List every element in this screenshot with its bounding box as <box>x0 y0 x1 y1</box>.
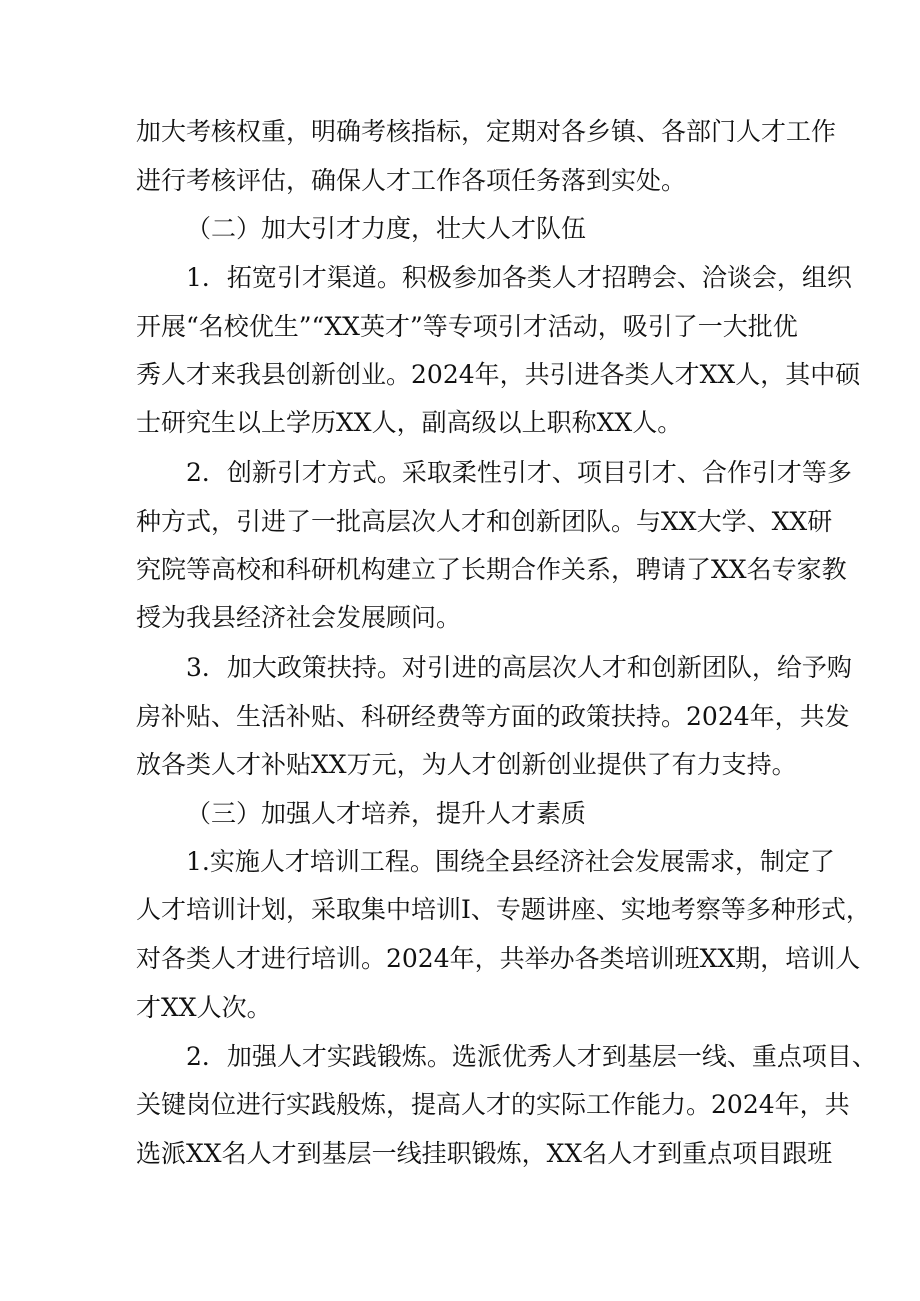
section-heading: （三）加强人才培养，提升人才素质 <box>186 799 587 828</box>
text-line: 加大考核权重，明确考核指标，定期对各乡镇、各部门人才工作 <box>136 117 837 146</box>
text-line: 种方式，引进了一批高层次人才和创新团队。与XX大学、XX研 <box>136 507 833 536</box>
text-line: 3．加大政策扶持。对引进的高层次人才和创新团队，给予购 <box>186 653 852 682</box>
text-line: 才XX人次。 <box>136 993 272 1022</box>
text-line: 1.实施人才培训工程。围绕全县经济社会发展需求，制定了 <box>186 847 835 876</box>
text-line: 2．创新引才方式。采取柔性引才、项目引才、合作引才等多 <box>186 458 852 487</box>
text-line: 开展“名校优生”“XX英才”等专项引才活动，吸引了一大批优 <box>136 312 798 341</box>
text-line: 进行考核评估，确保人才工作各项任务落到实处。 <box>136 166 687 195</box>
text-line: 放各类人才补贴XX万元，为人才创新创业提供了有力支持。 <box>136 750 797 779</box>
text-line: 1．拓宽引才渠道。积极参加各类人才招聘会、洽谈会，组织 <box>186 263 852 292</box>
text-line: 授为我县经济社会发展顾问。 <box>136 603 462 632</box>
text-line: 关键岗位进行实践般炼，提高人才的实际工作能力。2024年，共 <box>136 1090 850 1119</box>
text-line: 2．加强人才实践锻炼。选派优秀人才到基层一线、重点项目、 <box>186 1042 877 1071</box>
text-line: 究院等高校和科研机构建立了长期合作关系，聘请了XX名专家教 <box>136 555 847 584</box>
text-line: 士研究生以上学历XX人，副高级以上职称XX人。 <box>136 408 683 437</box>
text-line: 人才培训计划，采取集中培训I、专题讲座、实地考察等多种形式， <box>136 895 871 924</box>
text-line: 房补贴、生活补贴、科研经费等方面的政策扶持。2024年，共发 <box>136 702 850 731</box>
text-line: 选派XX名人才到基层一线挂职锻炼，XX名人才到重点项目跟班 <box>136 1139 833 1168</box>
text-line: 对各类人才进行培训。2024年，共举办各类培训班XX期，培训人 <box>136 944 861 973</box>
text-line: 秀人才来我县创新创业。2024年，共引进各类人才XX人，其中硕 <box>136 360 861 389</box>
section-heading: （二）加大引才力度，壮大人才队伍 <box>186 214 587 243</box>
